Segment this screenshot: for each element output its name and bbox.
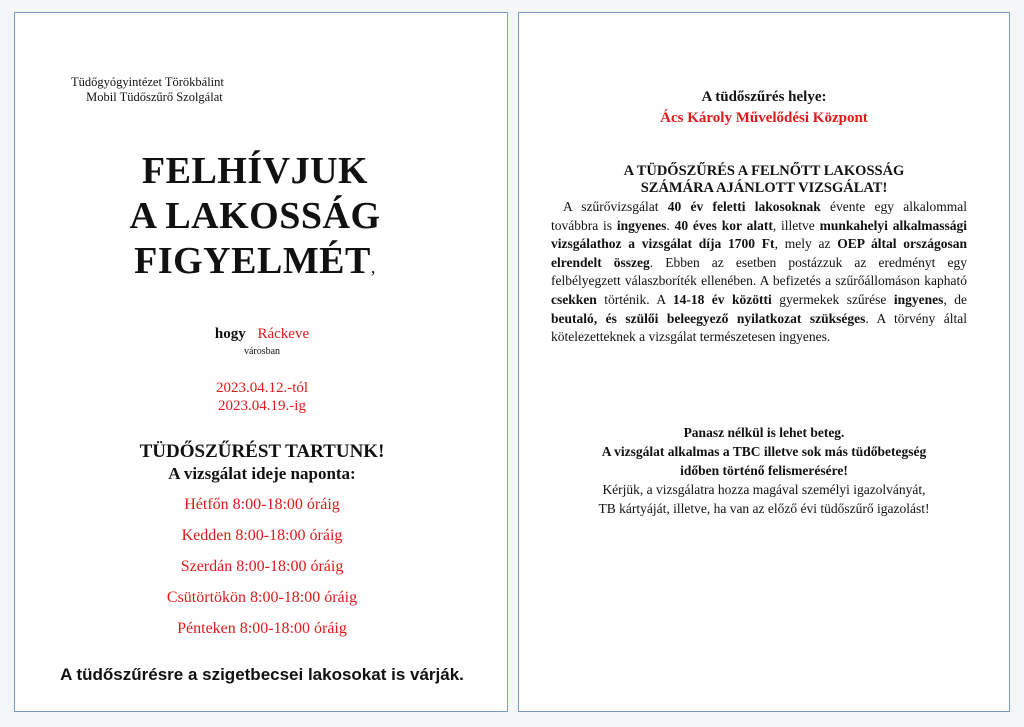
para-text: évente egy alkalommal továbbra is	[551, 199, 967, 233]
schedule-heading: A vizsgálat ideje naponta:	[168, 464, 356, 483]
para-bold: 40 éves kor alatt	[674, 217, 773, 233]
organization-header	[71, 75, 224, 105]
closing-line-4: Kérjük, a vizsgálatra hozza magával személyi igazolványát,	[602, 482, 926, 497]
schedule-item: Csütörtökön 8:00-18:00 óráig	[166, 589, 358, 606]
para-text: történik. A	[596, 291, 673, 307]
para-text: , de	[943, 291, 968, 307]
org-name: Tüdőgyógyintézet Törökbálint	[71, 75, 224, 89]
schedule-list	[15, 495, 509, 650]
headline-line-3: FIGYELMÉT	[134, 240, 371, 282]
left-page	[14, 12, 508, 712]
para-text: , mely az	[774, 236, 838, 252]
para-text: gyermekek szűrése	[771, 291, 894, 307]
closing-line-5: TB kártyáját, illetve, ha van az előző évi tüdőszűrő igazolást!	[598, 501, 930, 516]
recommendation-line-2: SZÁMÁRA AJÁNLOTT VIZSGÁLAT!	[640, 180, 888, 196]
para-text: .	[666, 217, 675, 233]
para-bold: 40 év feletti lakosoknak	[667, 199, 821, 214]
headline-comma: ,	[370, 257, 376, 277]
closing-line-1: Panasz nélkül is lehet beteg.	[683, 425, 845, 440]
para-bold: ingyenes	[893, 291, 944, 307]
schedule-item: Pénteken 8:00-18:00 óráig	[177, 620, 347, 637]
org-service: Mobil Tüdőszűrő Szolgálat	[86, 90, 223, 104]
recommendation-line-1: A TÜDŐSZŰRÉS A FELNŐTT LAKOSSÁG	[623, 163, 905, 179]
town-name: Ráckeve	[257, 326, 310, 342]
headline-line-1: FELHÍVJUK	[141, 150, 369, 192]
right-page	[518, 12, 1010, 712]
recommendation-headline	[519, 163, 1009, 197]
para-bold: beutaló, és szülői beleegyező nyilatkozat szükséges	[551, 310, 866, 326]
para-bold: ingyenes	[616, 217, 667, 233]
headline-line-2: A LAKOSSÁG	[129, 195, 381, 237]
para-text: , illetve	[772, 217, 820, 233]
para-bold: OEP által országosan elrendelt összeg	[551, 236, 967, 270]
schedule-item: Szerdán 8:00-18:00 óráig	[180, 558, 344, 575]
location-label: A tüdőszűrés helye:	[701, 89, 827, 105]
location-name: Ács Károly Művelődési Központ	[660, 110, 868, 126]
para-bold: csekken	[551, 291, 597, 307]
date-to: 2023.04.19.-ig	[218, 398, 306, 414]
para-text: A szűrővizsgálat	[563, 199, 668, 214]
varosban-label: városban	[243, 346, 281, 357]
date-range	[15, 379, 509, 415]
footer-note: A tüdőszűrésre a szigetbecsei lakosokat is várják.	[60, 665, 464, 684]
closing-line-3: időben történő felismerésére!	[680, 463, 848, 478]
closing-line-2: A vizsgálat alkalmas a TBC illetve sok más tüdőbetegség	[601, 444, 927, 459]
date-from: 2023.04.12.-tól	[215, 380, 309, 396]
closing-block	[519, 423, 1009, 518]
screening-announcement: TÜDŐSZŰRÉST TARTUNK!	[139, 441, 385, 462]
schedule-item: Kedden 8:00-18:00 óráig	[181, 527, 343, 544]
para-text: . A törvény által kötelezetteknek a vizsgálat természetesen ingyenes.	[551, 310, 967, 345]
main-headline	[15, 149, 495, 290]
para-text: . Ebben az esetben postázzuk az eredményt egy felbélyegzett válaszboríték ellenében. A befizetés a szűrőállomáson kapható	[551, 254, 967, 289]
para-bold: 14-18 év közötti	[672, 291, 772, 307]
para-bold: munkahelyi alkalmassági vizsgálathoz a vizsgálat díja 1700 Ft	[551, 217, 967, 252]
info-paragraph	[551, 198, 967, 347]
hogy-word: hogy	[214, 326, 246, 342]
schedule-item: Hétfőn 8:00-18:00 óráig	[184, 496, 340, 513]
hogy-row	[15, 326, 509, 343]
